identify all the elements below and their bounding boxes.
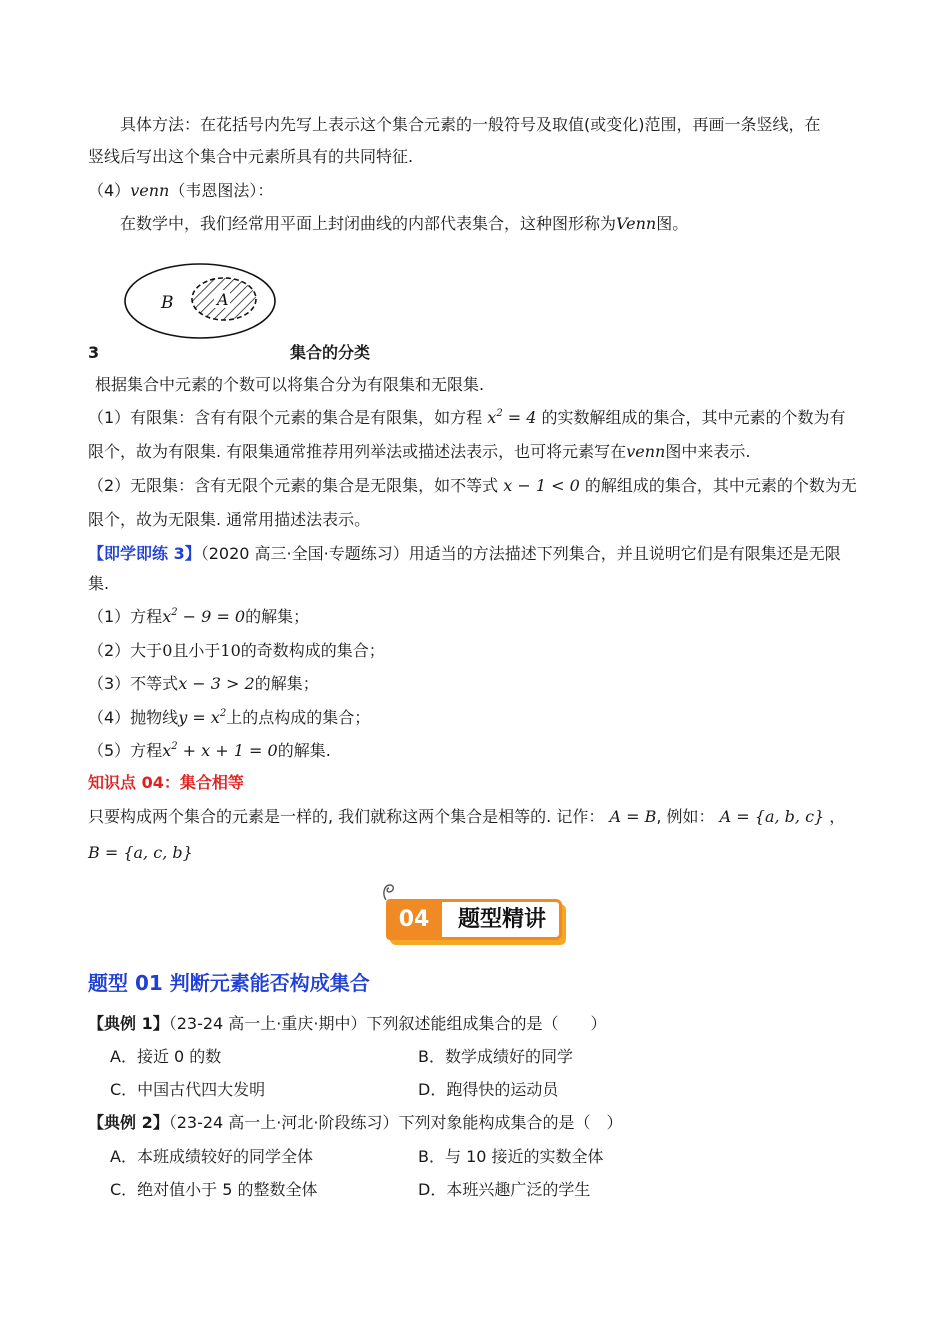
practice-item-5: （5）方程$x^2 + x + 1 = 0$的解集. <box>88 741 331 760</box>
venn-item-term: venn <box>130 181 170 200</box>
practice-3-line-1 <box>88 543 841 565</box>
example-2-option-c[interactable]: C．绝对值小于 5 的整数全体 <box>110 1180 318 1199</box>
equal-example-a: A = {a, b, c} <box>719 807 825 826</box>
practice-item-3: （3）不等式x − 3 > 2的解集； <box>88 674 319 693</box>
classify-intro: 根据集合中元素的个数可以将集合分为有限集和无限集. <box>95 375 485 394</box>
example-2-option-d[interactable]: D．本班兴趣广泛的学生 <box>418 1180 591 1199</box>
outer-set-label: B <box>161 293 174 313</box>
example-2-tag: 【典例 2】 <box>88 1113 169 1132</box>
section-badge <box>386 899 566 945</box>
finite-text-a: （1）有限集：含有有限个元素的集合是有限集，如方程 <box>88 408 483 427</box>
finite-line-1 <box>88 407 846 429</box>
inner-set-label: A <box>217 290 229 309</box>
practice-item-4-eq: $y = x^2$ <box>178 708 227 727</box>
example-1-option-b[interactable]: B．数学成绩好的同学 <box>418 1047 573 1066</box>
infinite-inequality: x − 1 < 0 <box>503 476 580 495</box>
example-1-option-d[interactable]: D．跑得快的运动员 <box>418 1080 559 1099</box>
practice-3-source: （2020 高三·全国·专题练习）用适当的方法描述下列集合，并且说明它们是有限集还是无限 <box>200 544 841 563</box>
equal-para-line-2 <box>88 842 193 864</box>
example-2-option-a[interactable]: A．本班成绩较好的同学全体 <box>110 1147 313 1166</box>
type-01-heading: 题型 01 判断元素能否构成集合 <box>88 971 370 995</box>
infinite-line-2: 限个，故为无限集. 通常用描述法表示。 <box>88 510 371 529</box>
practice-3-tag: 【即学即练 3】 <box>88 544 201 563</box>
venn-diagram <box>122 262 280 344</box>
example-1-tag: 【典例 1】 <box>88 1014 169 1033</box>
equal-para-line-1: 只要构成两个集合的元素是一样的, 我们就称这两个集合是相等的. 记作： A = B, 例如： A = {a, b, c} ， <box>88 807 846 826</box>
equal-notation: A = B <box>609 807 657 826</box>
example-2-stem: 【典例 2】（23-24 高一上·河北·阶段练习）下列对象能构成集合的是（ ） <box>88 1113 623 1132</box>
infinite-line-1 <box>88 475 857 497</box>
finite-text-b: 的实数解组成的集合，其中元素的个数为有 <box>541 408 846 427</box>
finite-venn-term: venn <box>626 442 666 461</box>
venn-item-prefix: （4） <box>88 181 131 200</box>
method-line-2: 竖线后写出这个集合中元素所具有的共同特征. <box>88 147 414 166</box>
finite-text-c: 限个，故为有限集. 有限集通常推荐用列举法或描述法表示，也可将元素写在 <box>88 442 627 461</box>
venn-item-suffix: （韦恩图法）： <box>169 181 274 200</box>
venn-paragraph-text: 在数学中，我们经常用平面上封闭曲线的内部代表集合，这种图形称为 <box>120 214 617 233</box>
practice-item-5-eq: $x^2 + x + 1 = 0$ <box>162 741 278 760</box>
section-number: 3 <box>88 343 100 362</box>
finite-text-d: 图中来表示. <box>665 442 751 461</box>
example-1-option-a[interactable]: A．接近 0 的数 <box>110 1047 222 1066</box>
finite-line-2 <box>88 441 750 463</box>
knowledge-point-04-title: 知识点 04：集合相等 <box>88 773 244 792</box>
practice-item-1: （1）方程$x^2 - 9 = 0$的解集； <box>88 607 310 626</box>
example-2-option-b[interactable]: B．与 10 接近的实数全体 <box>418 1147 604 1166</box>
example-1-option-c[interactable]: C．中国古代四大发明 <box>110 1080 266 1099</box>
venn-paragraph-end: 图。 <box>656 214 689 233</box>
infinite-text-a: （2）无限集：含有无限个元素的集合是无限集，如不等式 <box>88 476 499 495</box>
finite-equation: $x^2 = 4$ <box>487 408 537 427</box>
badge-number: 04 <box>386 899 442 940</box>
equal-example-b: B = {a, c, b} <box>88 843 193 862</box>
method-line-1: 具体方法：在花括号内先写上表示这个集合元素的一般符号及取值(或变化)范围，再画一条竖线，在 <box>120 115 821 134</box>
practice-item-4: （4）抛物线$y = x^2$上的点构成的集合； <box>88 708 371 727</box>
practice-3-cont: 集. <box>88 574 110 593</box>
venn-paragraph <box>120 213 688 235</box>
practice-item-1-eq: $x^2 - 9 = 0$ <box>162 607 246 626</box>
badge-title: 题型精讲 <box>457 907 546 932</box>
example-1-stem: 【典例 1】（23-24 高一上·重庆·期中）下列叙述能组成集合的是（ ） <box>88 1014 607 1033</box>
section-title: 集合的分类 <box>290 343 371 362</box>
venn-paragraph-term: Venn <box>616 214 657 233</box>
venn-item <box>88 180 273 202</box>
infinite-text-b: 的解组成的集合，其中元素的个数为无 <box>584 476 857 495</box>
practice-item-2: （2）大于0且小于10的奇数构成的集合； <box>88 641 385 660</box>
